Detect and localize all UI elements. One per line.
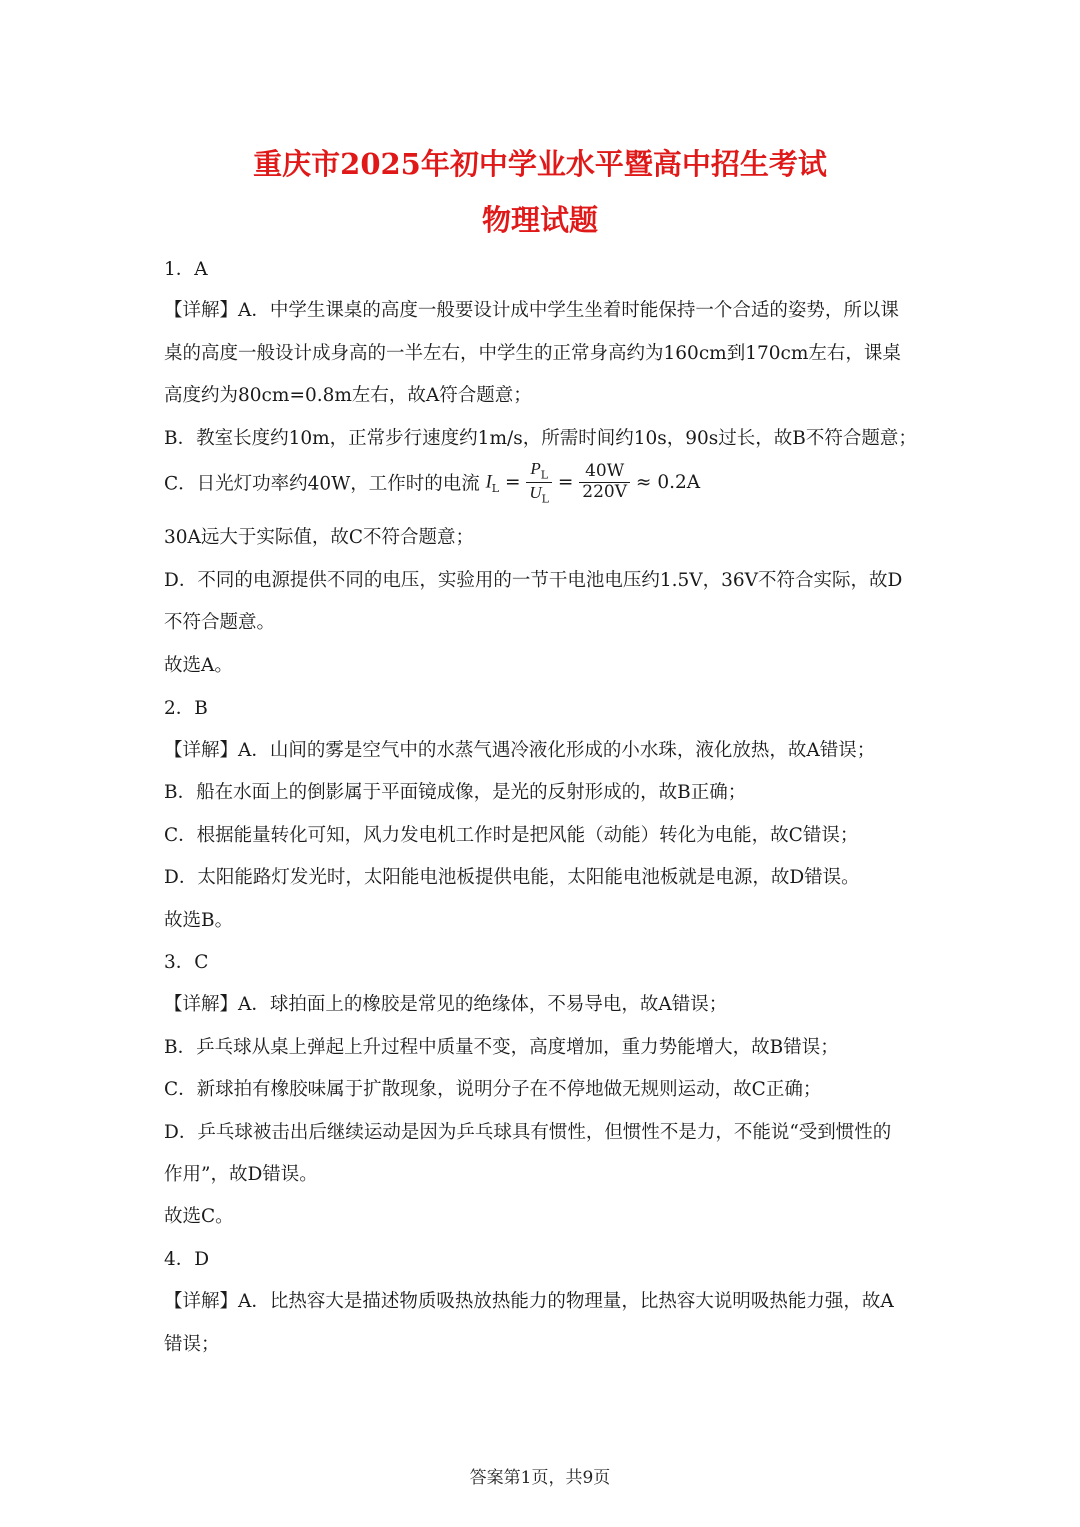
- answer-3-line: 作用”，故D错误。: [164, 1164, 318, 1185]
- answer-1-line: 不符合题意。: [164, 612, 276, 633]
- formula-fraction-values: [579, 462, 630, 502]
- formula-numerator-value: 40W: [579, 462, 630, 483]
- formula-approx-sign: ≈: [635, 472, 652, 494]
- answer-3-line: 【详解】A．球拍面上的橡胶是常见的绝缘体，不易导电，故A错误；: [164, 994, 728, 1015]
- answer-2-line: D．太阳能路灯发光时，太阳能电池板提供电能，太阳能电池板就是电源，故D错误。: [164, 867, 860, 888]
- answer-2-line: C．根据能量转化可知，风力发电机工作时是把风能（动能）转化为电能，故C错误；: [164, 825, 859, 846]
- formula-numerator-p: P: [530, 459, 541, 478]
- document-subtitle: 物理试题: [481, 203, 598, 237]
- answer-1-formula-line: [164, 459, 700, 506]
- formula-intro-text: C．日光灯功率约40W，工作时的电流: [164, 473, 480, 495]
- formula-lhs: I: [485, 472, 492, 493]
- formula-result: 0.2A: [657, 472, 701, 494]
- answer-1-line: D．不同的电源提供不同的电压，实验用的一节干电池电压约1.5V，36V不符合实际，故D: [164, 570, 903, 591]
- answer-2-line: B．船在水面上的倒影属于平面镜成像，是光的反射形成的，故B正确；: [164, 782, 747, 803]
- answer-4-line: 错误；: [164, 1334, 220, 1355]
- answer-4-line: 【详解】A．比热容大是描述物质吸热放热能力的物理量，比热容大说明吸热能力强，故A: [164, 1291, 894, 1312]
- answer-1-line: 【详解】A．中学生课桌的高度一般要设计成中学生坐着时能保持一个合适的姿势，所以课: [164, 300, 899, 321]
- answer-3-heading: 3．C: [164, 952, 209, 973]
- formula-denominator-u-sub: L: [541, 492, 549, 506]
- formula-numerator-p-sub: L: [540, 468, 549, 482]
- answer-3-line: B．乒乓球从桌上弹起上升过程中质量不变，高度增加，重力势能增大，故B错误；: [164, 1037, 839, 1058]
- answer-2-heading: 2．B: [164, 698, 208, 719]
- answer-2-conclusion: 故选B。: [164, 910, 234, 931]
- document-title: 重庆市2025年初中学业水平暨高中招生考试: [253, 147, 827, 181]
- answer-1-line: B．教室长度约10m，正常步行速度约1m/s，所需时间约10s，90s过长，故B不符合题意；: [164, 428, 917, 449]
- answer-3-conclusion: 故选C。: [164, 1206, 234, 1227]
- page-footer: 答案第1页，共9页: [469, 1468, 611, 1488]
- answer-1-heading: 1．A: [164, 259, 208, 280]
- answer-3-line: C．新球拍有橡胶味属于扩散现象，说明分子在不停地做无规则运动，故C正确；: [164, 1079, 822, 1100]
- formula-denominator-u: U: [529, 483, 542, 503]
- current-formula: $I_L$ = $\frac{P_L}{U_L}$ = $\frac{40W}{220V}$ ≈ 0.2A: [485, 459, 701, 506]
- answer-4-heading: 4．D: [164, 1249, 210, 1270]
- answer-1-line: 30A远大于实际值，故C不符合题意；: [164, 527, 475, 548]
- formula-lhs-sub: L: [491, 482, 500, 496]
- answer-1-line: 高度约为80cm=0.8m左右，故A符合题意；: [164, 385, 532, 406]
- answer-1-line: 桌的高度一般设计成身高的一半左右，中学生的正常身高约为160cm到170cm左右，课桌: [164, 343, 901, 364]
- formula-denominator-value: 220V: [582, 482, 628, 503]
- answer-1-conclusion: 故选A。: [164, 655, 233, 676]
- answer-3-line: D．乒乓球被击出后继续运动是因为乒乓球具有惯性，但惯性不是力，不能说“受到惯性的: [164, 1122, 892, 1143]
- answer-2-line: 【详解】A．山间的雾是空气中的水蒸气遇冷液化形成的小水珠，液化放热，故A错误；: [164, 740, 876, 761]
- formula-fraction-pu: [526, 459, 552, 506]
